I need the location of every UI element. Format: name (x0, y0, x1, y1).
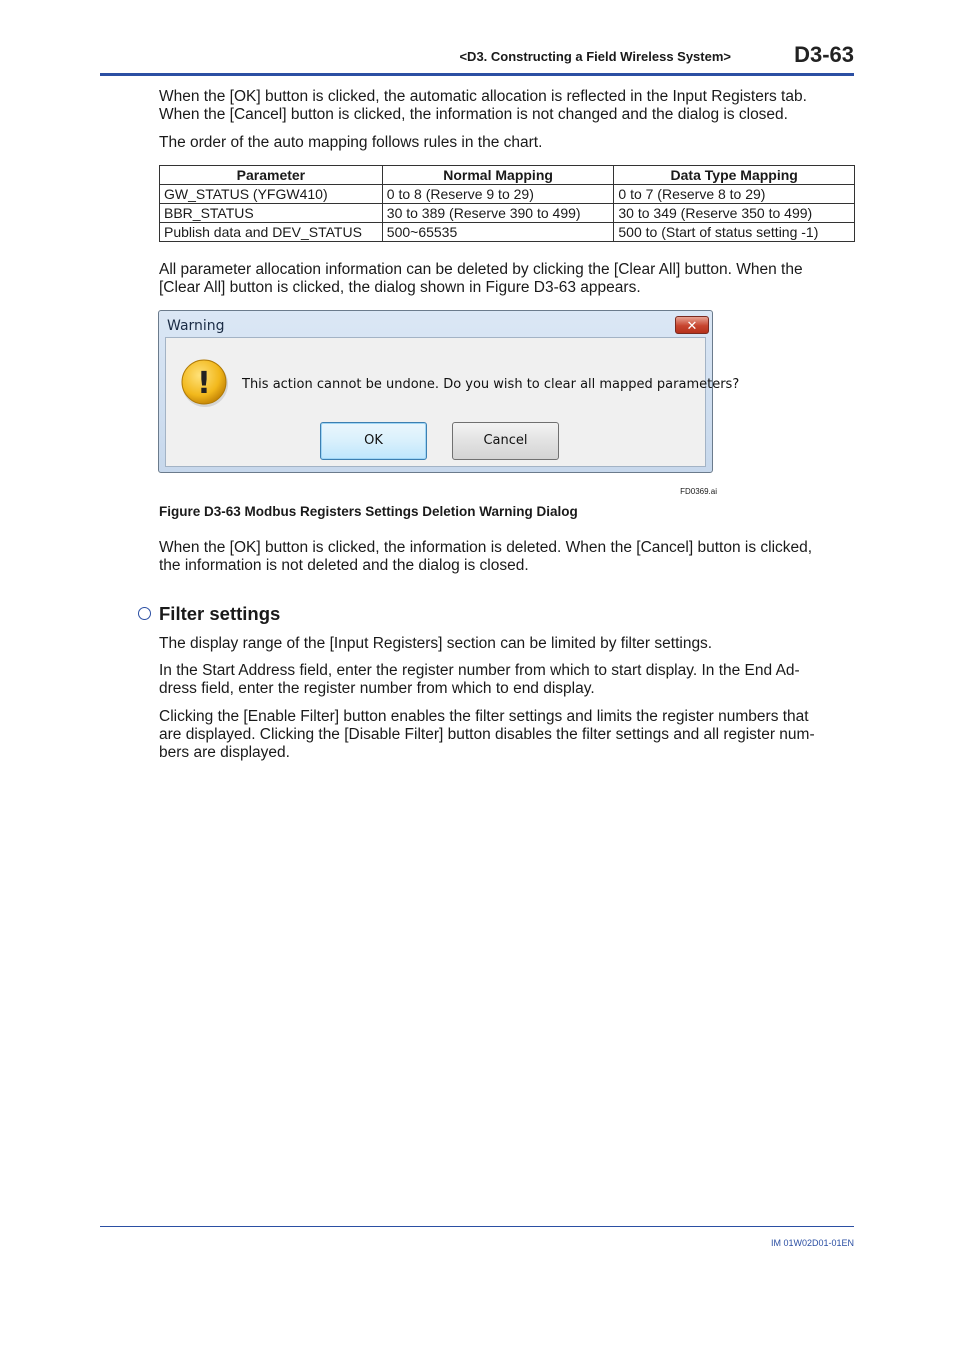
result-line-2: the information is not deleted and the dialog is closed. (159, 557, 529, 574)
header-rule (100, 73, 854, 76)
filter-buttons-line-3: bers are displayed. (159, 744, 290, 761)
cancel-button[interactable]: Cancel (452, 422, 559, 460)
table-cell: 500~65535 (382, 223, 614, 242)
table-cell: 500 to (Start of status setting -1) (614, 223, 855, 242)
footer-rule (100, 1226, 854, 1227)
page-number: D3-63 (794, 42, 854, 67)
intro-line-2: When the [Cancel] button is clicked, the information is not changed and the dialog is closed. (159, 106, 788, 123)
filter-intro: The display range of the [Input Registers] section can be limited by filter settings. (159, 635, 713, 652)
filter-buttons-paragraph (159, 708, 854, 762)
table-row (160, 204, 855, 223)
dialog-title: Warning (167, 318, 225, 334)
warning-dialog (158, 310, 740, 473)
table-row (160, 223, 855, 242)
ok-button[interactable]: OK (320, 422, 427, 460)
table-cell: GW_STATUS (YFGW410) (160, 185, 383, 204)
footer-doc-id: IM 01W02D01-01EN (770, 1238, 854, 1248)
filter-address-paragraph (159, 662, 854, 698)
intro-line-1: When the [OK] button is clicked, the automatic allocation is reflected in the Input Registers tab. (159, 88, 807, 105)
chapter-header: <D3. Constructing a Field Wireless System> (459, 49, 731, 64)
dialog-message: This action cannot be undone. Do you wish to clear all mapped parameters? (242, 377, 740, 392)
result-line-1: When the [OK] button is clicked, the information is deleted. When the [Cancel] button is clicked, (159, 539, 813, 556)
table-cell: Publish data and DEV_STATUS (160, 223, 383, 242)
result-paragraph (159, 539, 854, 575)
table-header-cell: Data Type Mapping (614, 166, 855, 185)
clear-all-line-1: All parameter allocation information can be deleted by clicking the [Clear All] button. When the (159, 261, 803, 278)
filter-buttons-line-2: are displayed. Clicking the [Disable Filter] button disables the filter settings and all register num- (159, 726, 815, 743)
table-cell: BBR_STATUS (160, 204, 383, 223)
table-header-cell: Parameter (160, 166, 383, 185)
table-header-row (160, 166, 855, 185)
mapping-table (159, 165, 855, 242)
filter-address-line-2: dress field, enter the register number from which to end display. (159, 680, 595, 697)
clear-all-paragraph (159, 261, 854, 297)
figure-file-id: FD0369.ai (680, 487, 717, 496)
warning-glyph: ! (197, 366, 211, 401)
table-header-cell: Normal Mapping (382, 166, 614, 185)
table-cell: 0 to 7 (Reserve 8 to 29) (614, 185, 855, 204)
clear-all-line-2: [Clear All] button is clicked, the dialog shown in Figure D3-63 appears. (159, 279, 641, 296)
filter-address-line-1: In the Start Address field, enter the register number from which to start display. In the End Ad- (159, 662, 800, 679)
figure-caption: Figure D3-63 Modbus Registers Settings Deletion Warning Dialog (159, 504, 578, 519)
table-cell: 0 to 8 (Reserve 9 to 29) (382, 185, 614, 204)
dialog-body (165, 337, 740, 467)
filter-buttons-line-1: Clicking the [Enable Filter] button enables the filter settings and limits the register numbers that (159, 708, 809, 725)
intro-paragraph (159, 88, 854, 124)
auto-mapping-note: The order of the auto mapping follows rules in the chart. (159, 134, 543, 151)
close-icon[interactable]: ✕ (675, 316, 709, 334)
table-cell: 30 to 349 (Reserve 350 to 499) (614, 204, 855, 223)
section-title: Filter settings (159, 603, 281, 624)
warning-icon (180, 358, 230, 408)
table-cell: 30 to 389 (Reserve 390 to 499) (382, 204, 614, 223)
table-row (160, 185, 855, 204)
section-circle-icon (138, 607, 151, 620)
